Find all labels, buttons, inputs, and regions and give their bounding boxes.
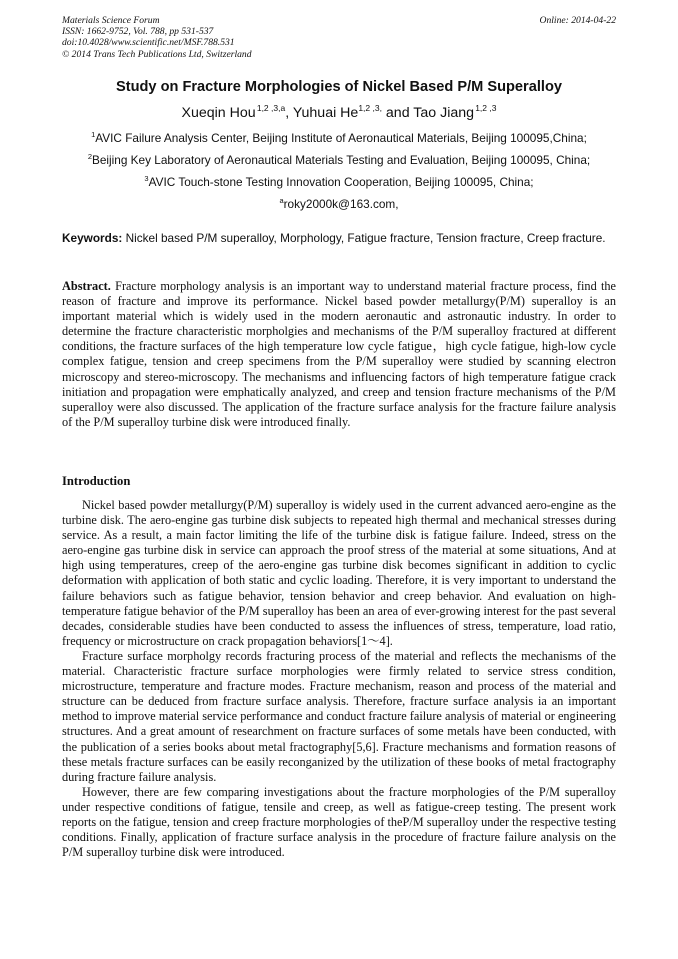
keywords-label: Keywords: <box>62 231 123 245</box>
journal-header <box>62 15 616 60</box>
affiliation-marker: 3 <box>144 174 149 183</box>
affiliation-marker: a <box>279 196 284 205</box>
affiliation-marker: 1 <box>91 130 96 139</box>
author-name: Tao Jiang <box>413 105 475 121</box>
affiliation <box>40 130 638 145</box>
keywords-text: Nickel based P/M superalloy, Morphology, Fatigue fracture, Tension fracture, Creep fracture. <box>125 231 606 245</box>
affiliation-text: AVIC Failure Analysis Center, Beijing Institute of Aeronautical Materials, Beijing 100095,China; <box>95 131 587 145</box>
keywords <box>62 231 616 246</box>
paper-title: Study on Fracture Morphologies of Nickel Based P/M Superalloy <box>115 79 562 95</box>
abstract <box>62 279 616 430</box>
author-name: Yuhuai He <box>292 105 359 121</box>
author-line <box>40 103 638 121</box>
affiliation <box>40 174 638 189</box>
author-superscript: 1,2 ,3,a <box>256 103 286 113</box>
doi-line: doi:10.4028/www.scientific.net/MSF.788.531 <box>62 37 235 49</box>
paragraph: Fracture surface morpholgy records fracturing process of the material and reflects the mechanisms of the material. Characteristic fracture surface morphologies were firmly related to service stress condition, microstructure, temperature and fracture modes. Fracture mechanism, reason and process of the material and structure can be deduced from fracture surface analysis. Therefore, fracture surface analysis ia an important method to improve material service performance and conduct fracture failure analysis of material or engineering structures. And a great amount of researchment on fracture surfaces of some metals have been conducted, with the publication of a series books about metal fractography[5,6]. Fracture mechanisms and formation reasons of these metals fracture surfaces can be easily reconganized by the utilization of these books of metal fractography during fracture failure analysis. <box>62 648 616 784</box>
copyright-line: © 2014 Trans Tech Publications Ltd, Switzerland <box>62 48 252 60</box>
paragraph: Nickel based powder metallurgy(P/M) superalloy is widely used in the current advanced aero-engine as the turbine disk. The aero-engine gas turbine disk subjects to repeated high thermal and mechanical stresses during service. As a result, a main factor limiting the life of the turbine disk is fatigue failure. Indeed, stress on the aero-engine gas turbine disk in service can approach the proof stress of the material at some situations, And at high using temperatures, creep of the aero-engine gas turbine disk becomes significant in addition to cyclic deformation with application of both static and cyclic loading. Therefore, it is very important to understand the failure behaviors such as fatigue behavior, tension behavior and creep behavior. And evaluation on high-temperature fatigue behavior of the P/M superalloy has been an area of ever-growing interest for the past several decades, considerable studies have been conducted to assess the influences of stress, temperature, load ratio, frequency or microstructure on crack propagation behaviors[1～4]. <box>62 498 616 648</box>
online-date: Online: 2014-04-22 <box>539 15 616 26</box>
author-separator: , <box>285 105 293 121</box>
author-superscript: 1,2 ,3 <box>475 103 497 113</box>
introduction-body <box>62 498 616 860</box>
issn-line: ISSN: 1662-9752, Vol. 788, pp 531-537 <box>62 26 214 38</box>
affiliation-text: AVIC Touch-stone Testing Innovation Cooperation, Beijing 100095, China; <box>148 175 534 189</box>
affiliation-marker: 2 <box>87 152 92 161</box>
author-superscript: 1,2 ,3, <box>358 103 382 113</box>
affiliation-text: Beijing Key Laboratory of Aeronautical Materials Testing and Evaluation, Beijing 100095, China; <box>91 153 591 167</box>
email-text: roky2000k@163.com, <box>283 197 399 211</box>
affiliation <box>40 152 638 167</box>
abstract-text: Fracture morphology analysis is an important way to understand material fracture process, find the reason of fracture and improve its performance. Nickel based powder metallurgy(P/M) superalloy is an important material which is widely used in the modern aeronautic and astronautic industry. In order to determine the fracture characteristic morpholgies and mechanisms of the P/M superalloy fractured at different conditions, the fracture surfaces of the high temperature low cycle fatigue，high cycle fatigue, high-low cycle complex fatigue, tension and creep specimens from the P/M superalloy were studied by scanning electron microscopy and stereo-microscopy. The mechanisms and influencing factors of high temperature fatigue crack initiation and propagation were emphatically analyzed, and creep and tension fracture mechanisms of the P/M superalloy were also discussed. The application of the fracture surface analysis for the fracture failure analysis of the P/M superalloy turbine disk were introduced finally. <box>62 279 616 429</box>
abstract-label: Abstract. <box>62 279 111 293</box>
journal-name: Materials Science Forum <box>62 15 160 26</box>
author-name: Xueqin Hou <box>181 105 256 121</box>
affiliation-email <box>40 196 638 211</box>
paragraph: However, there are few comparing investigations about the fracture morphologies of the P/M superalloy under respective conditions of fatigue, tensile and creep, as well as fatigue-creep testing. The present work reports on the fatigue, tension and creep fracture morphologies of theP/M superalloy under the respective testing conditions. Finally, application of fracture surface analysis in the procedure of fracture failure analysis on the P/M superalloy turbine disk were introduced. <box>62 784 616 860</box>
section-heading: Introduction <box>62 474 131 488</box>
author-separator: and <box>381 105 414 121</box>
